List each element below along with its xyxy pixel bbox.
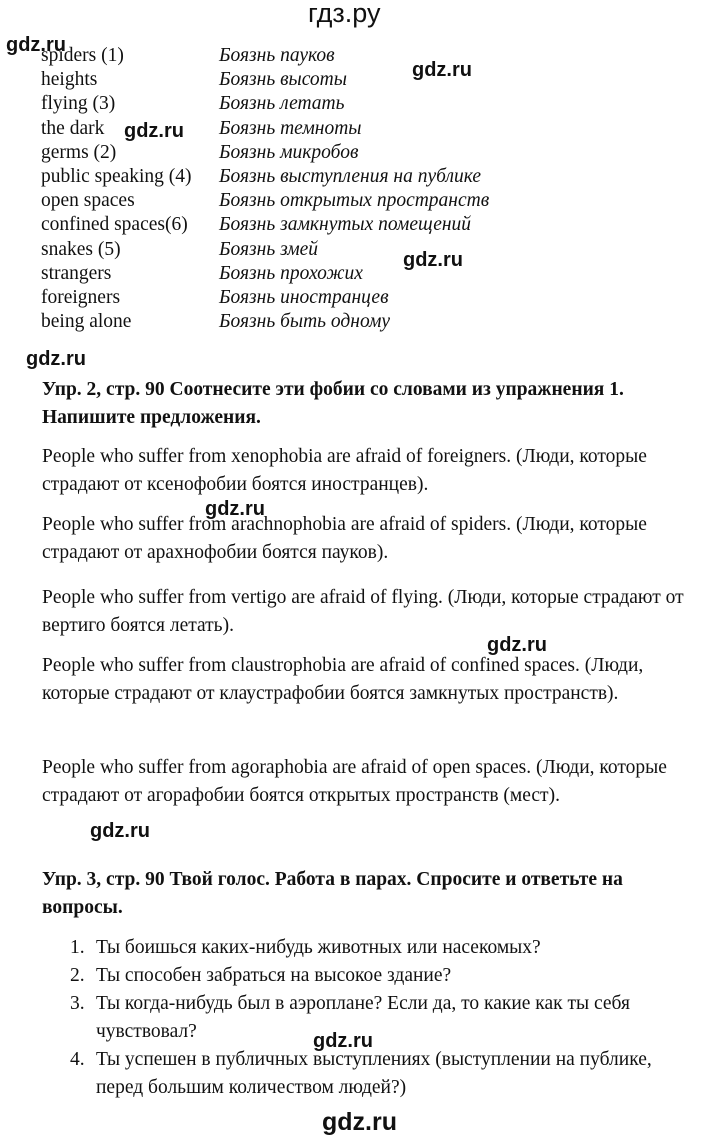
vocab-russian: Боязнь выступления на публике	[219, 165, 481, 187]
question-text: Ты способен забраться на высокое здание?	[96, 965, 452, 986]
question-item	[70, 1046, 690, 1102]
exercise-3-questions	[70, 934, 690, 1102]
exercise-2-heading: Упр. 2, стр. 90 Соотнесите эти фобии со словами из упражнения 1. Напишите предложения.	[42, 379, 624, 428]
exercise-2-sentence: People who suffer from claustrophobia are afraid of confined spaces. (Люди, которые страдают от клаустрафобии боятся замкнутых пространств).	[42, 655, 644, 704]
watermark: gdz.ru	[412, 59, 472, 81]
vocab-english: open spaces	[41, 190, 135, 212]
vocab-russian: Боязнь прохожих	[219, 262, 363, 284]
watermark: gdz.ru	[6, 34, 66, 56]
vocab-english: heights	[41, 69, 98, 91]
question-number: 4.	[70, 1049, 85, 1070]
question-text: Ты боишься каких-нибудь животных или насекомых?	[96, 937, 541, 958]
exercise-3-heading: Упр. 3, стр. 90 Твой голос. Работа в парах. Спросите и ответьте на вопросы.	[42, 869, 623, 918]
watermark: gdz.ru	[487, 634, 547, 656]
vocab-russian: Боязнь летать	[219, 93, 345, 115]
vocab-english: snakes (5)	[41, 238, 121, 260]
vocab-russian: Боязнь быть одному	[219, 311, 391, 333]
vocab-english: confined spaces(6)	[41, 214, 188, 236]
question-number: 3.	[70, 993, 85, 1014]
vocab-russian: Боязнь замкнутых помещений	[219, 214, 472, 236]
exercise-2-sentence: People who suffer from arachnophobia are afraid of spiders. (Люди, которые страдают от арахнофобии боятся пауков).	[42, 514, 647, 563]
exercise-2-sentence: People who suffer from xenophobia are afraid of foreigners. (Люди, которые страдают от ксенофобии боятся иностранцев).	[42, 446, 647, 495]
question-item	[70, 990, 690, 1046]
vocab-russian: Боязнь микробов	[219, 141, 359, 163]
watermark: gdz.ru	[26, 348, 86, 370]
vocab-english: public speaking (4)	[41, 165, 192, 187]
vocab-english: spiders (1)	[41, 45, 124, 66]
vocab-russian: Боязнь высоты	[219, 69, 347, 91]
vocab-russian: Боязнь темноты	[219, 117, 362, 139]
vocab-english: being alone	[41, 311, 132, 333]
exercise-2-sentence: People who suffer from vertigo are afraid of flying. (Люди, которые страдают от вертиго боятся летать).	[42, 587, 684, 636]
question-number: 1.	[70, 937, 85, 958]
vocab-english: the dark	[41, 117, 105, 139]
watermark: gdz.ru	[205, 498, 265, 520]
question-text: Ты успешен в публичных выступлениях (выступлении на публике, перед большим количеством людей?)	[96, 1049, 652, 1098]
question-item	[70, 934, 690, 962]
exercise-2-sentence: People who suffer from agoraphobia are afraid of open spaces. (Люди, которые страдают от агорафобии боятся открытых пространств (мест).	[42, 757, 667, 806]
vocab-russian: Боязнь открытых пространств	[219, 190, 490, 212]
question-item	[70, 962, 690, 990]
question-number: 2.	[70, 965, 85, 986]
vocab-english: flying (3)	[41, 93, 116, 115]
watermark: gdz.ru	[403, 249, 463, 271]
site-header-title: гдз.ру	[308, 0, 381, 28]
vocab-english: foreigners	[41, 286, 121, 308]
vocab-russian: Боязнь змей	[219, 238, 319, 260]
site-footer-title: gdz.ru	[322, 1108, 397, 1136]
vocab-russian: Боязнь иностранцев	[219, 286, 389, 308]
watermark: gdz.ru	[313, 1030, 373, 1052]
question-text: Ты когда-нибудь был в аэроплане? Если да, то какие как ты себя чувствовал?	[96, 993, 630, 1042]
watermark: gdz.ru	[124, 120, 184, 142]
vocab-english: strangers	[41, 262, 112, 284]
vocab-russian: Боязнь пауков	[219, 45, 335, 66]
vocab-english: germs (2)	[41, 141, 117, 163]
watermark: gdz.ru	[90, 820, 150, 842]
